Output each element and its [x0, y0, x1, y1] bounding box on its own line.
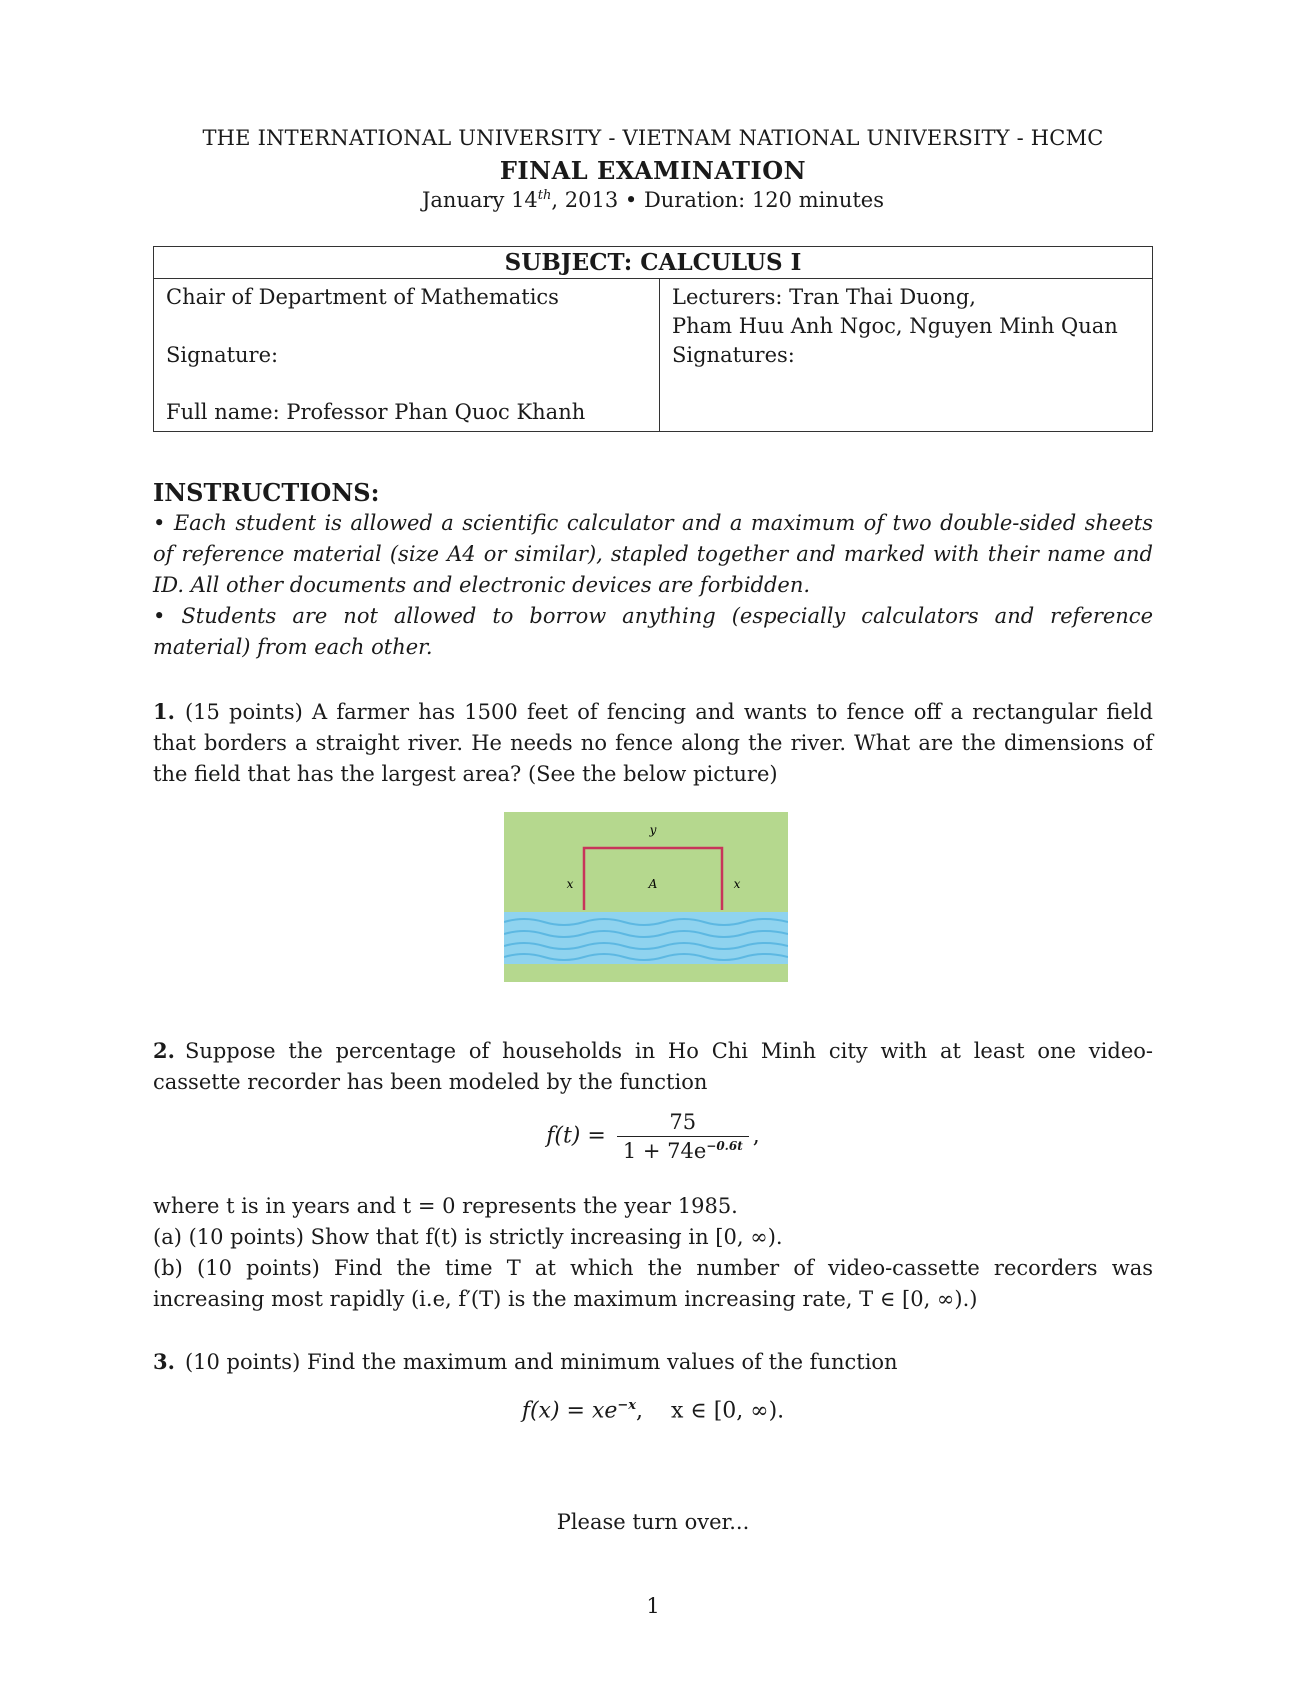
university-header: THE INTERNATIONAL UNIVERSITY - VIETNAM NATIONAL UNIVERSITY - HCMC [202, 126, 1104, 150]
formula-f-t-lhs: f(t) = [546, 1123, 606, 1149]
formula-f-t-numerator: 75 [617, 1110, 749, 1137]
lecturers-signatures-label: Signatures: [672, 343, 795, 367]
formula-f-t-denominator [617, 1137, 749, 1163]
subject-title: SUBJECT: CALCULUS I [154, 247, 1152, 279]
question-1 [153, 696, 1153, 790]
exam-title: FINAL EXAMINATION [499, 156, 807, 185]
instruction-item-1: • Each student is allowed a scientific calculator and a maximum of two double-sided sheets of reference material (size A4 or similar), stapled together and marked with their name and ID. All other documents and electronic devices are forbidden. [153, 511, 1153, 597]
question-2-number: 2. [153, 1038, 175, 1063]
question-2-part-a: (a) (10 points) Show that f(t) is strictly increasing in [0, ∞). [153, 1225, 783, 1249]
lecturers-line-2: Pham Huu Anh Ngoc, Nguyen Minh Quan [672, 314, 1118, 338]
instruction-item-2: • Students are not allowed to borrow anything (especially calculators and reference material) from each other. [153, 604, 1153, 659]
chair-label: Chair of Department of Mathematics [166, 285, 559, 309]
label-y: y [649, 823, 657, 837]
question-2-part-b: (b) (10 points) Find the time T at which the number of video-cassette recorders was increasing most rapidly (i.e, f′(T) is the maximum increasing rate, T ∈ [0, ∞).) [153, 1256, 1153, 1311]
chair-signature-label: Signature: [166, 343, 279, 367]
question-1-number: 1. [153, 699, 175, 724]
label-x-left: x [566, 877, 574, 891]
question-3-number: 3. [153, 1349, 175, 1374]
question-1-text: (15 points) A farmer has 1500 feet of fencing and wants to fence off a rectangular field that borders a straight river. He needs no fence along the river. What are the dimensions of the field that has the largest area? (See the below picture) [153, 700, 1153, 786]
date-suffix: , 2013 • Duration: 120 minutes [551, 188, 885, 212]
formula-f-t [0, 1110, 1306, 1163]
date-prefix: January 14 [421, 188, 538, 212]
formula-f-x-main: f(x) = xe [521, 1398, 618, 1424]
lecturers-line-1: Lecturers: Tran Thai Duong, [672, 285, 976, 309]
subject-box [153, 246, 1153, 432]
formula-f-x [0, 1398, 1306, 1423]
subject-column-divider [659, 278, 660, 431]
exam-date-duration [0, 188, 1306, 212]
question-2-where: where t is in years and t = 0 represents the year 1985. [153, 1194, 738, 1218]
formula-f-x-exponent: −x [617, 1398, 637, 1413]
formula-f-t-trailing: , [752, 1123, 760, 1149]
formula-f-x-domain: , x ∈ [0, ∞). [636, 1398, 785, 1424]
label-x-right: x [733, 877, 741, 891]
turn-over-note: Please turn over... [556, 1510, 750, 1534]
river-field-figure [504, 812, 788, 982]
formula-f-t-exponent: −0.6t [706, 1139, 743, 1153]
question-2 [153, 1035, 1153, 1098]
formula-f-t-denominator-base: 1 + 74e [622, 1139, 707, 1163]
date-superscript: th [537, 188, 552, 203]
chair-full-name: Full name: Professor Phan Quoc Khanh [166, 400, 586, 424]
instructions-heading: INSTRUCTIONS: [153, 478, 380, 507]
formula-f-t-fraction [617, 1110, 749, 1163]
question-3-text: (10 points) Find the maximum and minimum values of the function [184, 1350, 898, 1374]
question-2-text: Suppose the percentage of households in Ho Chi Minh city with at least one video-cassette recorder has been modeled by the function [153, 1039, 1153, 1094]
question-3 [153, 1346, 1153, 1378]
page-number: 1 [646, 1594, 660, 1618]
label-a: A [648, 877, 658, 891]
